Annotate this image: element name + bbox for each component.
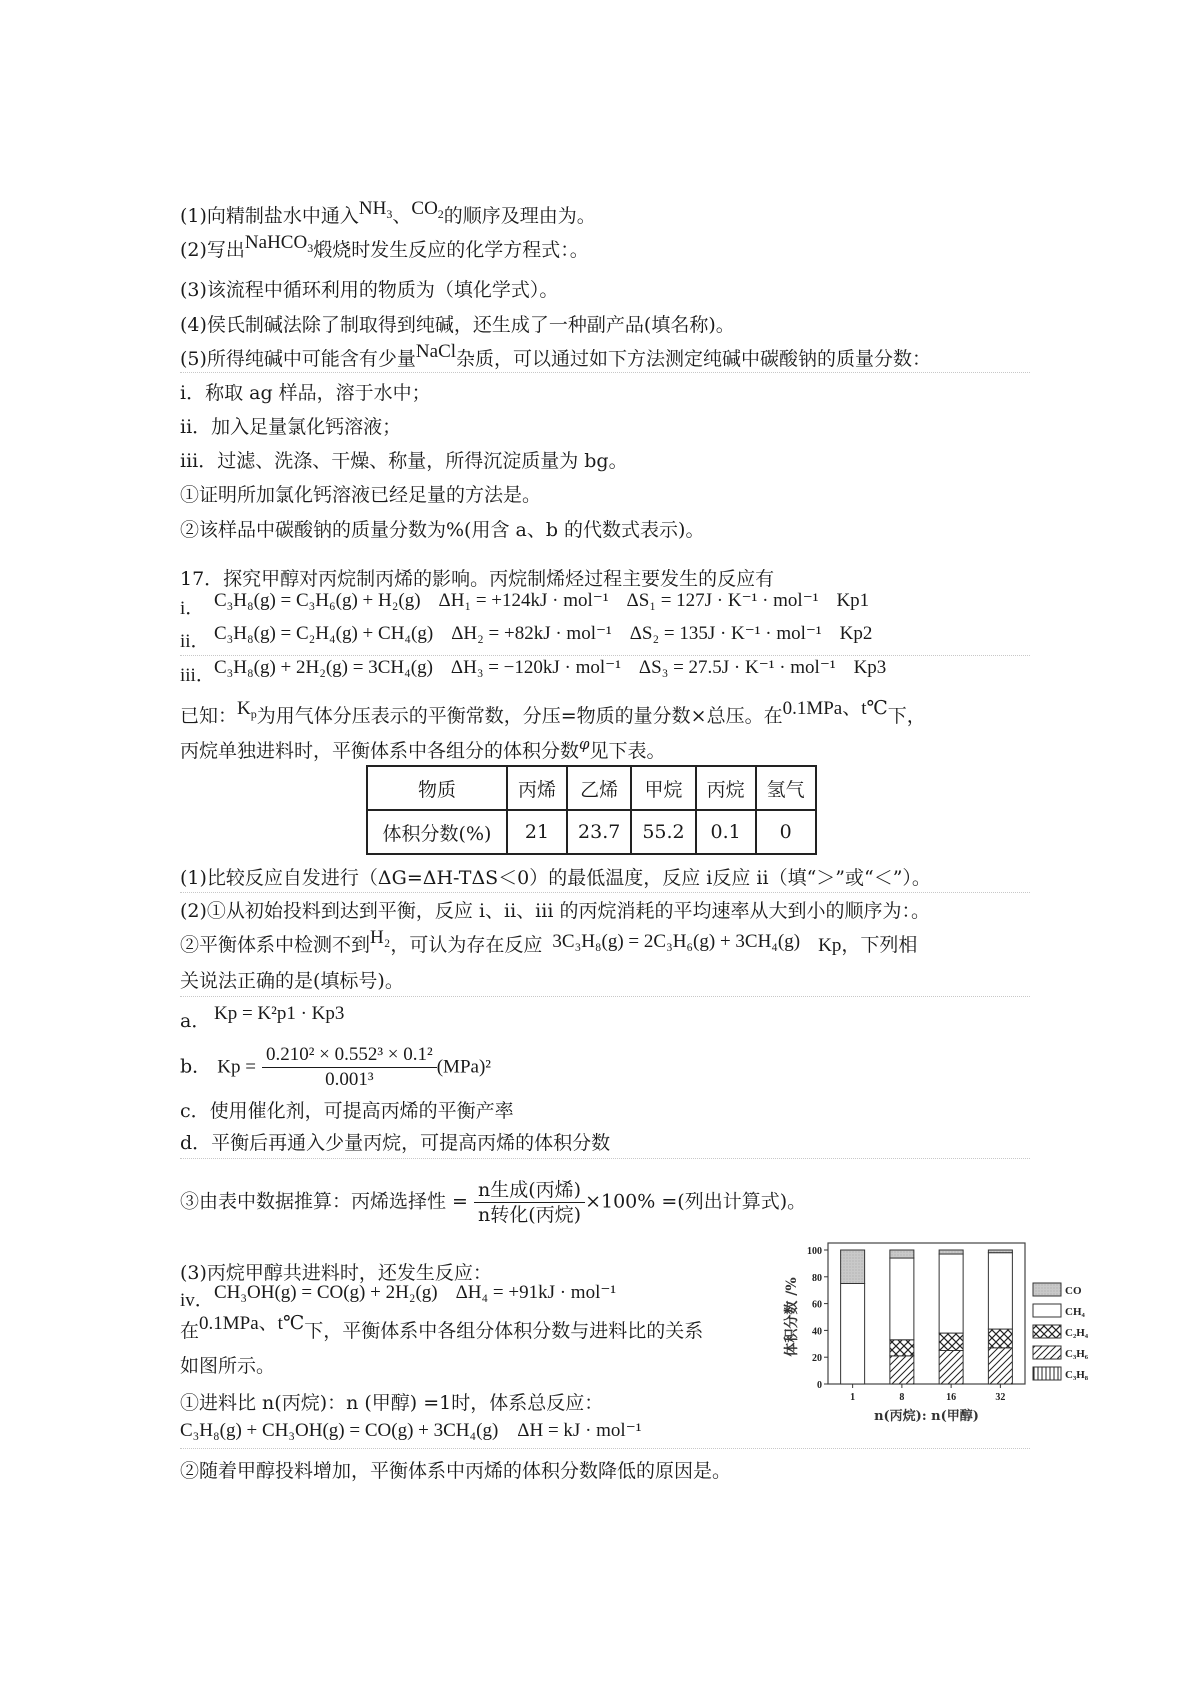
kp-symbol: $K_p$ bbox=[237, 698, 257, 721]
text: 、 bbox=[392, 205, 412, 227]
divider bbox=[180, 996, 1030, 997]
option-b bbox=[180, 1043, 491, 1092]
bar-segment-co bbox=[988, 1250, 1012, 1253]
reaction-label: iv． bbox=[180, 1290, 214, 1311]
q17-part2-2 bbox=[180, 927, 918, 959]
legend-swatch-c3h8 bbox=[1033, 1367, 1061, 1380]
table-cell: 0 bbox=[756, 810, 816, 854]
text: ②平衡体系中检测不到 bbox=[180, 934, 371, 956]
text: (5)所得纯碱中可能含有少量 bbox=[180, 348, 416, 370]
text: 的顺序及理由为。 bbox=[443, 205, 596, 227]
y-tick-label: 20 bbox=[812, 1353, 822, 1365]
text: 下，平衡体系中各组分体积分数与进料比的关系 bbox=[304, 1320, 704, 1342]
divider bbox=[180, 892, 1030, 893]
table-cell: 0.1 bbox=[696, 810, 756, 854]
x-tick-label: 16 bbox=[946, 1392, 957, 1403]
table-cell: 21 bbox=[507, 810, 567, 854]
q16-part2 bbox=[180, 232, 589, 269]
delta-s: ΔS₃ = 27.5J · K⁻¹ · mol⁻¹ bbox=[638, 657, 836, 678]
delta-s: ΔS₂ = 135J · K⁻¹ · mol⁻¹ bbox=[629, 623, 822, 644]
table-cell: 23.7 bbox=[567, 810, 631, 854]
equation: 3C₃H₈(g) = 2C₃H₆(g) + 3CH₄(g) bbox=[552, 931, 801, 952]
text: 在 bbox=[180, 1320, 200, 1342]
condition: 0.1MPa、t℃ bbox=[199, 1313, 305, 1334]
text: (2)写出 bbox=[180, 239, 245, 261]
formula-h2: H₂ bbox=[370, 927, 391, 948]
equation: C₃H₈(g) = C₃H₆(g) + H₂(g) bbox=[214, 590, 421, 611]
formula-nacl: NaCl bbox=[415, 341, 457, 362]
equation: C₃H₈(g) + 2H₂(g) = 3CH₄(g) bbox=[214, 657, 433, 678]
q16-part4: (4)侯氏制碱法除了制取得到纯碱，还生成了一种副产品(填名称)。 bbox=[180, 314, 735, 336]
bar-segment-ch4 bbox=[988, 1253, 1012, 1329]
legend-label: C₃H₆ bbox=[1065, 1348, 1089, 1360]
reaction-iii bbox=[180, 655, 887, 686]
x-tick-label: 1 bbox=[850, 1392, 856, 1403]
formula-co2: $CO_2$ bbox=[411, 198, 444, 221]
delta-s: ΔS₁ = 127J · K⁻¹ · mol⁻¹ bbox=[626, 590, 819, 611]
y-tick-label: 40 bbox=[812, 1326, 822, 1338]
text: ，可认为存在反应 bbox=[390, 934, 543, 956]
y-axis-label: 体积分数 /% bbox=[784, 1277, 800, 1357]
q16-step-3: iii．过滤、洗涤、干燥、称量，所得沉淀质量为 bg。 bbox=[180, 450, 628, 472]
legend-swatch-c2h4 bbox=[1033, 1325, 1061, 1338]
bar-segment-c2h4 bbox=[890, 1340, 914, 1356]
q17-part3-cond bbox=[180, 1313, 704, 1345]
text: 丙烷单独进料时，平衡体系中各组分的体积分数 bbox=[180, 740, 580, 762]
table-header: 甲烷 bbox=[631, 766, 695, 810]
table-header: 物质 bbox=[367, 766, 507, 810]
option-formula: Kp = bbox=[217, 1056, 256, 1078]
bar-segment-c3h6 bbox=[988, 1348, 1012, 1384]
text: 煅烧时发生反应的化学方程式：。 bbox=[313, 239, 589, 261]
text: ③由表中数据推算：丙烯选择性 = bbox=[180, 1190, 468, 1213]
known-line-2 bbox=[180, 735, 666, 765]
y-tick-label: 100 bbox=[807, 1246, 822, 1257]
text: 为用气体分压表示的平衡常数，分压=物质的量分数×总压。在 bbox=[256, 705, 783, 727]
text: ×100% =(列出计算式)。 bbox=[585, 1190, 807, 1213]
legend-label: C₃H₈ bbox=[1065, 1369, 1089, 1381]
equation: C₃H₈(g) = C₂H₄(g) + CH₄(g) bbox=[214, 623, 434, 644]
y-tick-label: 80 bbox=[812, 1272, 822, 1284]
condition: 0.1MPa、t℃ bbox=[782, 698, 888, 719]
bar-segment-c2h4 bbox=[988, 1329, 1012, 1348]
q16-sub1: ①证明所加氯化钙溶液已经足量的方法是。 bbox=[180, 484, 542, 506]
option-label: a． bbox=[180, 1010, 211, 1032]
legend-label: C₂H₄ bbox=[1065, 1327, 1089, 1339]
reaction-label: ii． bbox=[180, 631, 210, 652]
q17-part3-s2: ②随着甲醇投料增加，平衡体系中丙烯的体积分数降低的原因是。 bbox=[180, 1460, 732, 1482]
fraction: $\frac{\text{0.210² × 0.552³ × 0.1²}}{\text{0.001³}}$ bbox=[262, 1043, 437, 1092]
volume-fraction-table bbox=[366, 765, 817, 855]
q17-intro: 17．探究甲醇对丙烷制丙烯的影响。丙烷制烯烃过程主要发生的反应有 bbox=[180, 568, 775, 590]
legend-label: CH₄ bbox=[1065, 1306, 1085, 1318]
text: 见下表。 bbox=[589, 740, 666, 762]
y-tick-label: 60 bbox=[812, 1299, 822, 1311]
k-label: Kp2 bbox=[839, 623, 873, 644]
delta-h: ΔH₃ = −120kJ · mol⁻¹ bbox=[450, 657, 621, 678]
legend-swatch-co bbox=[1033, 1283, 1061, 1296]
legend-swatch-ch4 bbox=[1033, 1304, 1061, 1317]
bar-segment-co bbox=[890, 1250, 914, 1258]
bar-segment-ch4 bbox=[890, 1258, 914, 1340]
q17-part3-s1: ①进料比 n(丙烷)：n (甲醇) =1时，体系总反应： bbox=[180, 1392, 604, 1414]
q16-sub2: ②该样品中碳酸钠的质量分数为%(用含 a、b 的代数式表示)。 bbox=[180, 519, 705, 541]
delta-h: ΔH₂ = +82kJ · mol⁻¹ bbox=[451, 623, 612, 644]
q16-part1 bbox=[180, 198, 596, 235]
text: (1)向精制盐水中通入 bbox=[180, 205, 359, 227]
option-label: b． bbox=[180, 1055, 212, 1078]
delta-h: ΔH₄ = +91kJ · mol⁻¹ bbox=[455, 1282, 617, 1303]
q17-part1: (1)比较反应自发进行（ΔG=ΔH-TΔS＜0）的最低温度，反应 i反应 ii（填“＞”或“＜”）。 bbox=[180, 867, 931, 889]
text: 下， bbox=[887, 705, 926, 727]
unit: (MPa)² bbox=[436, 1056, 491, 1078]
table-header: 乙烯 bbox=[567, 766, 631, 810]
k-label: Kp3 bbox=[853, 657, 887, 678]
q17-part3-intro: (3)丙烷甲醇共进料时，还发生反应： bbox=[180, 1262, 492, 1284]
bar-segment-c2h4 bbox=[939, 1333, 963, 1350]
q17-part3-cond2: 如图所示。 bbox=[180, 1355, 276, 1377]
q16-step-1: i．称取 ag 样品，溶于水中； bbox=[180, 382, 431, 404]
phi-symbol: φ bbox=[579, 735, 590, 753]
q16-part5 bbox=[180, 341, 932, 373]
divider bbox=[180, 1158, 1030, 1159]
table-header: 丙烷 bbox=[696, 766, 756, 810]
legend-label: CO bbox=[1065, 1285, 1082, 1297]
k-label: Kp1 bbox=[836, 590, 870, 611]
table-cell: 体积分数(%) bbox=[367, 810, 507, 854]
table-row bbox=[367, 810, 816, 854]
x-tick-label: 8 bbox=[899, 1392, 905, 1403]
selectivity-fraction: $\frac{\text{n生成(丙烯)}}{\text{n转化(丙烷)}}$ bbox=[474, 1178, 585, 1227]
text: ，下列相 bbox=[841, 934, 918, 956]
table-cell: 55.2 bbox=[631, 810, 695, 854]
reaction-iv bbox=[180, 1280, 617, 1311]
table-header: 氢气 bbox=[756, 766, 816, 810]
formula-nh3: $NH_3$ bbox=[358, 198, 393, 221]
q16-part3: (3)该流程中循环利用的物质为（填化学式）。 bbox=[180, 279, 559, 301]
bar-segment-co bbox=[939, 1250, 963, 1254]
text: 已知： bbox=[180, 705, 238, 727]
reaction-ii bbox=[180, 621, 873, 652]
known-line-1 bbox=[180, 698, 926, 735]
delta-h: ΔH₁ = +124kJ · mol⁻¹ bbox=[438, 590, 609, 611]
divider bbox=[180, 1448, 1030, 1449]
table-header-row bbox=[367, 766, 816, 810]
q17-part2-1: (2)①从初始投料到达到平衡，反应 i、ii、iii 的丙烷消耗的平均速率从大到小的顺序为：。 bbox=[180, 900, 930, 922]
stacked-bar-chart bbox=[780, 1230, 1110, 1430]
option-d: d．平衡后再通入少量丙烷，可提高丙烯的体积分数 bbox=[180, 1132, 611, 1154]
q17-part2-2b: 关说法正确的是(填标号)。 bbox=[180, 970, 404, 992]
option-formula: Kp = K²p1 · Kp3 bbox=[214, 1003, 345, 1024]
option-a bbox=[180, 1000, 345, 1032]
reaction-i bbox=[180, 588, 870, 619]
q17-part2-3 bbox=[180, 1178, 806, 1227]
table-header: 丙烯 bbox=[507, 766, 567, 810]
bar-segment-co bbox=[841, 1250, 865, 1284]
q16-step-2: ii．加入足量氯化钙溶液； bbox=[180, 416, 402, 438]
x-axis-label: n(丙烷): n(甲醇) bbox=[874, 1409, 979, 1424]
bar-segment-ch4 bbox=[939, 1254, 963, 1333]
bar-segment-c3h6 bbox=[890, 1356, 914, 1384]
reaction-label: i． bbox=[180, 598, 205, 619]
legend-swatch-c3h6 bbox=[1033, 1346, 1061, 1359]
k-label: Kp bbox=[818, 935, 842, 956]
formula-nahco3: NaHCO$_3$ bbox=[244, 232, 314, 255]
equation: CH₃OH(g) = CO(g) + 2H₂(g) bbox=[214, 1282, 438, 1303]
text: 杂质，可以通过如下方法测定纯碱中碳酸钠的质量分数： bbox=[456, 348, 932, 370]
q17-part3-s1-eq: C₃H₈(g) + CH₃OH(g) = CO(g) + 3CH₄(g) ΔH = kJ · mol⁻¹ bbox=[180, 1420, 642, 1441]
x-tick-label: 32 bbox=[995, 1392, 1006, 1403]
y-tick-label: 0 bbox=[817, 1380, 822, 1391]
option-c: c．使用催化剂，可提高丙烯的平衡产率 bbox=[180, 1100, 514, 1122]
reaction-label: iii． bbox=[180, 665, 215, 686]
bar-segment-ch4 bbox=[841, 1284, 865, 1385]
bar-segment-c3h6 bbox=[939, 1351, 963, 1385]
divider bbox=[180, 372, 1030, 373]
